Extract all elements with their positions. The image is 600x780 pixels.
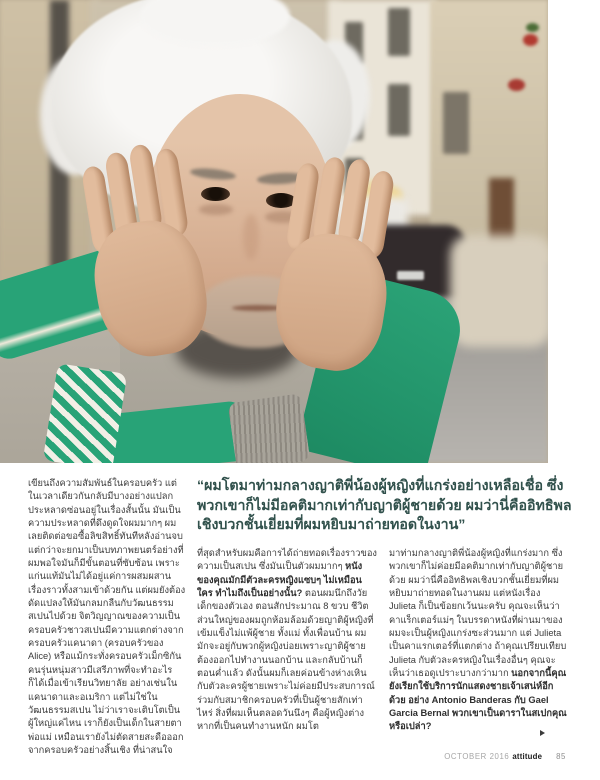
article-column-2	[197, 547, 377, 734]
window-plant	[526, 23, 539, 32]
building-window	[443, 92, 469, 154]
interview-question: หนังของคุณมักมีตัวละครหญิงแซบๆ ไม่เหมือนใคร ทำไมถึงเป็นอย่างนั้น?	[197, 561, 363, 599]
column2-paragraph: ที่สุดสำหรับผมคือการได้ถ่ายทอดเรื่องราวของความเป็นสเปน ซึ่งมันเป็นตัวผมมากๆ	[197, 548, 377, 572]
pull-quote: “ผมโตมาท่ามกลางญาติพี่น้องผู้หญิงที่แกร่งอย่างเหลือเชื่อ ซึ่งพวกเขาก็ไม่มีอคติมากเท่ากับญาติผู้ชายด้วย ผมว่านี่คืออิทธิพลเชิงบวกชั้นเยี่ยมที่ผมหยิบมาถ่ายทอดในงาน”	[197, 478, 572, 533]
nose	[243, 214, 259, 260]
footer-page-number: 85	[556, 752, 566, 761]
beige-car	[450, 235, 548, 347]
column2-paragraph: ตอนผมนึกถึงวัยเด็กของตัวเอง ตอนสักประมาณ 8 ขวบ ชีวิตส่วนใหญ่ของผมถูกห้อมล้อมด้วยญาติผู้หญิงที่เข้มแข็งไม่แพ้ผู้ชาย ทั้งแม่ ทั้งเพื่อนบ้าน ผมมักจะอยู่กับพวกผู้หญิงบ่อยเพราะญาติผู้ชายต้องออกไปทำงานนอกบ้าน และกลับบ้านก็ตอนค่ำแล้ว ดังนั้นผมก็เลยค่อนข้างห่างเหินกับตัวละครผู้ชายเพราะไม่ค่อยมีประสบการณ์ร่วมกับสมาชิกครอบครัวที่เป็นผู้ชายสักเท่าไหร่ สิ่งที่ผมเห็นตลอดวันนึงๆ คือผู้หญิงต่างหากที่เป็นคนทำงานหนัก ผมโต	[197, 588, 375, 732]
jacket-cuff	[228, 393, 311, 463]
page-footer	[444, 752, 566, 761]
article-column-3	[389, 547, 569, 734]
article-column-1: เขียนถึงความสัมพันธ์ในครอบครัว แต่ในเวลาเดียวกันกลับมีบางอย่างแปลกประหลาดซ่อนอยู่ในเรื่องสั้นนั้น มันเป็นความประหลาดที่ดึงดูดใจผมมากๆ ผมเลยติดต่อขอซื้อลิขสิทธิ์ทันทีหลังอ่านจบ แต่กว่าจะยกมาเป็นบทภาพยนตร์อย่างที่ผมพอใจมันก็มีขั้นตอนที่ซับซ้อน เพราะแก่นแท้มันไม่ได้อยู่แค่การผสมผสานเรื่องราวทั้งสามเข้าด้วยกัน แต่ผมยังต้องดัดแปลงให้มันกลมกลืนกับวัฒนธรรมสเปนไปด้วย จิตวิญญาณของความเป็นครอบครัวชาวสเปนมีความแตกต่างจากครอบครัวแคนาดา (ครอบครัวของ Alice) หรือแม้กระทั่งครอบครัวเม็กซิกัน คนรุ่นหนุ่มสาวมีเสรีภาพที่จะทำอะไรก็ได้เมื่อเข้าเรียนวิทยาลัย อย่างเช่นในแคนาดาและอเมริกา แต่ไม่ใช่ในวัฒนธรรมสเปน ไม่ว่าเราจะเติบโตเป็นผู้ใหญ่แค่ไหน เราก็ยังเป็นเด็กในสายตาพ่อแม่ เหมือนเรายังไม่ตัดสายสะดือออกจากครอบครัวอย่างสิ้นเชิง ที่น่าสนใจ	[28, 478, 186, 755]
continuation-arrow-icon	[540, 730, 545, 736]
window-flowers	[508, 79, 525, 91]
interview-question: นอกจากนี้คุณยังเรียกใช้บริการนักแสดงชายเจ้าเสน่ห์อีกด้วย อย่าง Antonio Banderas กับ Gael Garcia Bernal พวกเขาเป็นดาราในสเปกคุณหรือเปล่า?	[389, 668, 567, 732]
window-flowers	[523, 34, 538, 46]
footer-issue-date: OCTOBER 2016	[444, 752, 510, 761]
building-window	[388, 8, 410, 56]
jacket-striped-collar	[43, 363, 127, 463]
column3-paragraph: มาท่ามกลางญาติพี่น้องผู้หญิงที่แกร่งมาก ซึ่งพวกเขาก็ไม่ค่อยมีอคติมากเท่ากับญาติผู้ชายด้วย ผมว่านี่คืออิทธิพลเชิงบวกชั้นเยี่ยมที่ผมหยิบมาถ่ายทอดในงานผม แต่หนังเรื่อง Julieta ก็เป็นข้อยกเว้นนะครับ คุณจะเห็นว่าคาแร็กเตอร์แม่ๆ ในบรรดาหนังที่ผ่านมาของผมจะเป็นผู้หญิงแกร่งซะส่วนมาก แต่ Julieta เป็นคาแรกเตอร์ที่แตกต่าง ถ้าคุณเปรียบเทียบ Julieta กับตัวละครหญิงในเรื่องอื่นๆ คุณจะเห็นว่าเธอดูเปราะบางกว่ามาก	[389, 548, 567, 679]
building-window	[388, 84, 410, 136]
footer-magazine-name: attitude	[512, 752, 543, 761]
